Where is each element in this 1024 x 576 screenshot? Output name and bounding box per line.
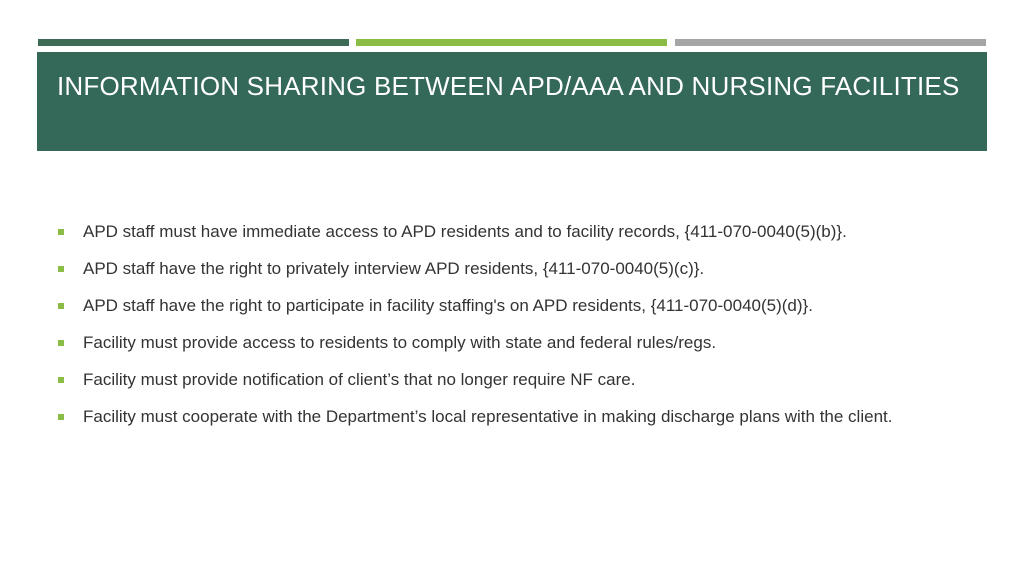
bullet-text: APD staff have the right to participate in facility staffing's on APD residents, {411-070-0040(5)(d)}. xyxy=(83,296,813,315)
bullet-item xyxy=(56,219,976,245)
slide-title: INFORMATION SHARING BETWEEN APD/AAA AND NURSING FACILITIES xyxy=(57,71,960,101)
square-bullet-icon xyxy=(58,377,64,383)
bullet-text: Facility must provide access to residents to comply with state and federal rules/regs. xyxy=(83,333,717,352)
bullet-item xyxy=(56,256,976,282)
bullet-item xyxy=(56,367,976,393)
accent-bar-gray xyxy=(675,39,986,46)
square-bullet-icon xyxy=(58,229,64,235)
square-bullet-icon xyxy=(58,414,64,420)
square-bullet-icon xyxy=(58,266,64,272)
bullet-text: APD staff must have immediate access to APD residents and to facility records, {411-070-0040(5)(b)}. xyxy=(83,222,847,241)
bullet-item xyxy=(56,293,976,319)
title-band xyxy=(37,52,987,151)
accent-bar-dark-green xyxy=(38,39,349,46)
bullet-text: Facility must cooperate with the Department’s local representative in making discharge plans with the client. xyxy=(83,407,893,426)
bullet-list xyxy=(56,219,976,441)
square-bullet-icon xyxy=(58,340,64,346)
bullet-text: Facility must provide notification of client’s that no longer require NF care. xyxy=(83,370,636,389)
bullet-text: APD staff have the right to privately interview APD residents, {411-070-0040(5)(c)}. xyxy=(83,259,705,278)
square-bullet-icon xyxy=(58,303,64,309)
accent-bar-light-green xyxy=(356,39,667,46)
bullet-item xyxy=(56,330,976,356)
bullet-item xyxy=(56,404,976,430)
